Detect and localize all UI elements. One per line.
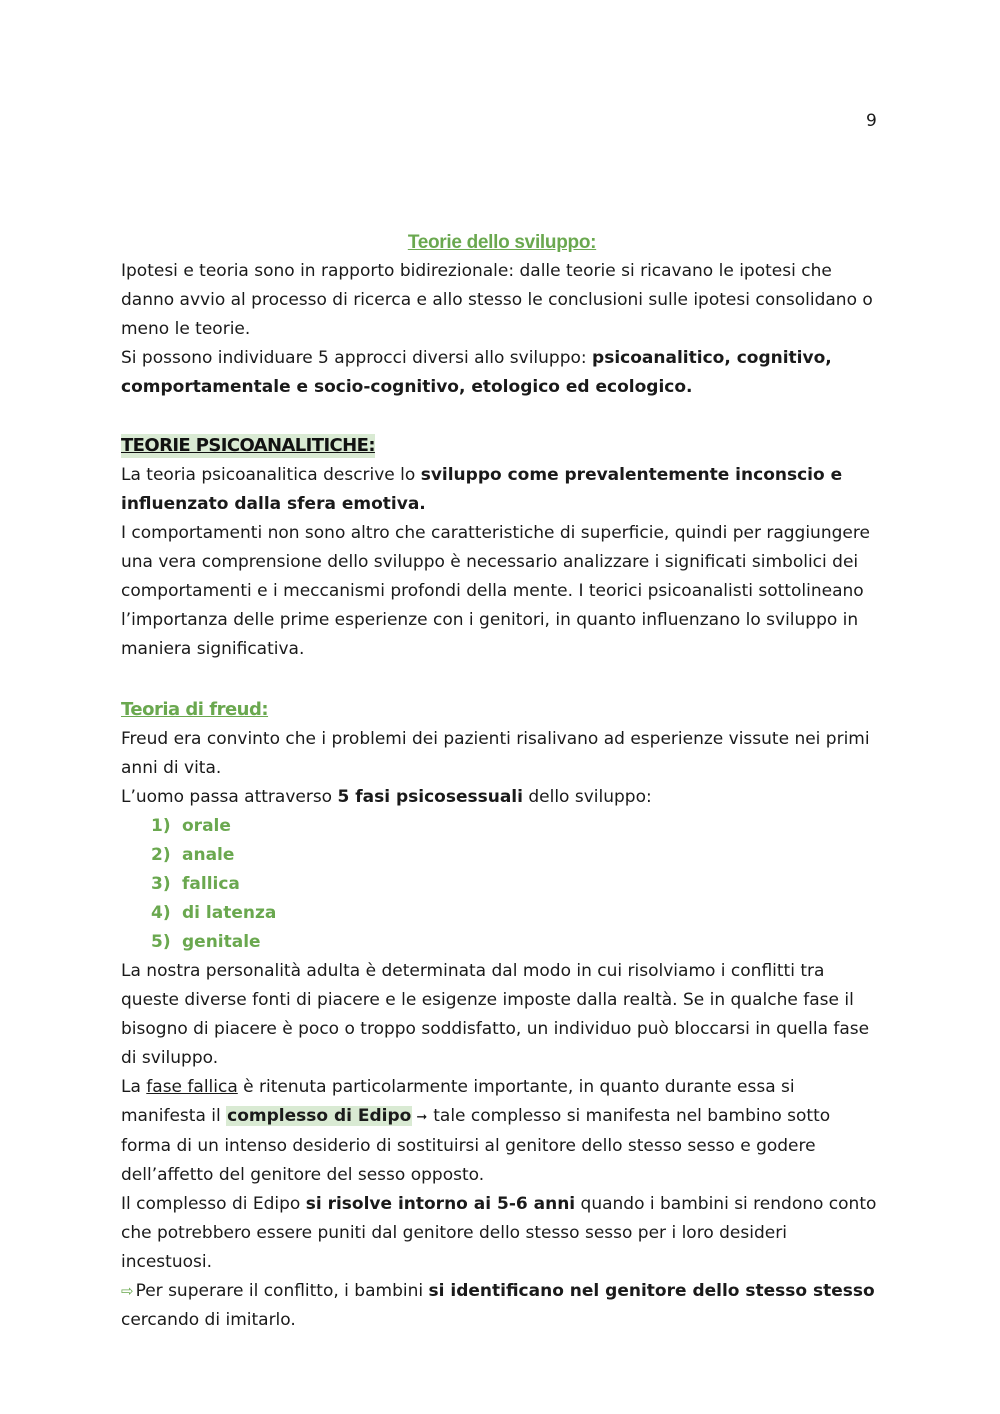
conflict-text-end: cercando di imitarlo. xyxy=(121,1310,296,1330)
edipo-age-bold: si risolve intorno ai 5-6 anni xyxy=(305,1194,576,1214)
fallica-text: è ritenuta particolarmente importante, in quanto durante essa si manifesta il xyxy=(121,1077,795,1126)
section-heading-psicoanalitiche xyxy=(121,432,883,461)
fallica-intro: La xyxy=(121,1077,147,1097)
identification-bold: si identificano nel genitore dello stesso stesso xyxy=(428,1281,875,1301)
edipo-text-end: quando i bambini si rendono conto che potrebbero essere puniti dal genitore dello stesso sesso per i loro desideri incestuosi. xyxy=(121,1194,877,1272)
page-number: 9 xyxy=(866,111,877,131)
freud-text-end: dello sviluppo: xyxy=(522,787,652,807)
freud-text: L’uomo passa attraverso xyxy=(121,787,338,807)
fase-fallica-underlined: fase fallica xyxy=(146,1077,238,1097)
list-item-number: 4) xyxy=(151,903,171,923)
freud-paragraph-4 xyxy=(121,1073,883,1190)
freud-paragraph-3: La nostra personalità adulta è determinata dal modo in cui risolviamo i conflitti tra queste diverse fonti di piacere e le esigenze imposte dalla realtà. Se in qualche fase il bisogno di piacere è poco o troppo soddisfatto, un individuo può bloccarsi in quella fase di sviluppo. xyxy=(121,961,870,1068)
edipo-description: tale complesso si manifesta nel bambino sotto forma di un intenso desiderio di sostituirsi al genitore dello stesso sesso e godere dell’affetto del genitore del sesso opposto. xyxy=(121,1106,831,1185)
list-item xyxy=(151,812,883,841)
psico-paragraph-2: I comportamenti non sono altro che caratteristiche di superficie, quindi per raggiungere una vera comprensione dello sviluppo è necessario analizzare i significati simbolici dei comportamenti e i meccanismi profondi della mente. I teorici psicoanalisti sottolineano l’importanza delle prime esperienze con i genitori, in quanto influenzano lo sviluppo in maniera significativa. xyxy=(121,523,870,659)
heading-psicoanalitiche: TEORIE PSICOANALITICHE: xyxy=(121,435,375,456)
intro-text: Si possono individuare 5 approcci diversi allo sviluppo: xyxy=(121,348,593,368)
psico-bold: sviluppo come prevalentemente inconscio e influenzato dalla sfera emotiva. xyxy=(121,465,843,514)
psico-text: La teoria psicoanalitica descrive lo xyxy=(121,465,421,485)
section-heading-freud xyxy=(121,695,883,725)
edipo-text: Il complesso di Edipo xyxy=(121,1194,306,1214)
list-item-label: fallica xyxy=(182,874,240,894)
intro-paragraph-2 xyxy=(121,344,883,402)
list-item-number: 2) xyxy=(151,845,171,865)
freud-paragraph-6 xyxy=(121,1277,883,1335)
complesso-edipo-highlight: complesso di Edipo xyxy=(227,1106,412,1126)
freud-paragraph-5 xyxy=(121,1190,883,1277)
list-item-number: 3) xyxy=(151,874,171,894)
list-item-label: anale xyxy=(182,845,235,865)
intro-paragraph-1: Ipotesi e teoria sono in rapporto bidirezionale: dalle teorie si ricavano le ipotesi che danno avvio al processo di ricerca e allo stesso le conclusioni sulle ipotesi consolidano o meno le teorie. xyxy=(121,261,873,339)
phases-list xyxy=(121,812,883,957)
freud-paragraph-2 xyxy=(121,783,883,812)
page-title: Teorie dello sviluppo: xyxy=(407,232,597,253)
conflict-text: Per superare il conflitto, i bambini xyxy=(135,1281,429,1301)
list-item-label: genitale xyxy=(182,932,261,952)
right-arrow-icon: ➞ xyxy=(416,1110,428,1125)
list-item-number: 1) xyxy=(151,816,171,836)
heading-freud: Teoria di freud: xyxy=(121,699,269,720)
list-item xyxy=(151,928,883,957)
list-item xyxy=(151,841,883,870)
document-body xyxy=(121,228,883,1335)
list-item xyxy=(151,899,883,928)
list-item-label: di latenza xyxy=(182,903,277,923)
psico-paragraph-1 xyxy=(121,461,883,519)
phases-bold: 5 fasi psicosessuali xyxy=(337,787,523,807)
hollow-right-arrow-icon: ⇨ xyxy=(121,1282,134,1300)
approaches-list-bold: psicoanalitico, cognitivo, comportamentale e socio-cognitivo, etologico ed ecologico. xyxy=(121,348,832,397)
list-item xyxy=(151,870,883,899)
list-item-number: 5) xyxy=(151,932,171,952)
list-item-label: orale xyxy=(182,816,231,836)
freud-paragraph-1: Freud era convinto che i problemi dei pazienti risalivano ad esperienze vissute nei primi anni di vita. xyxy=(121,729,870,778)
